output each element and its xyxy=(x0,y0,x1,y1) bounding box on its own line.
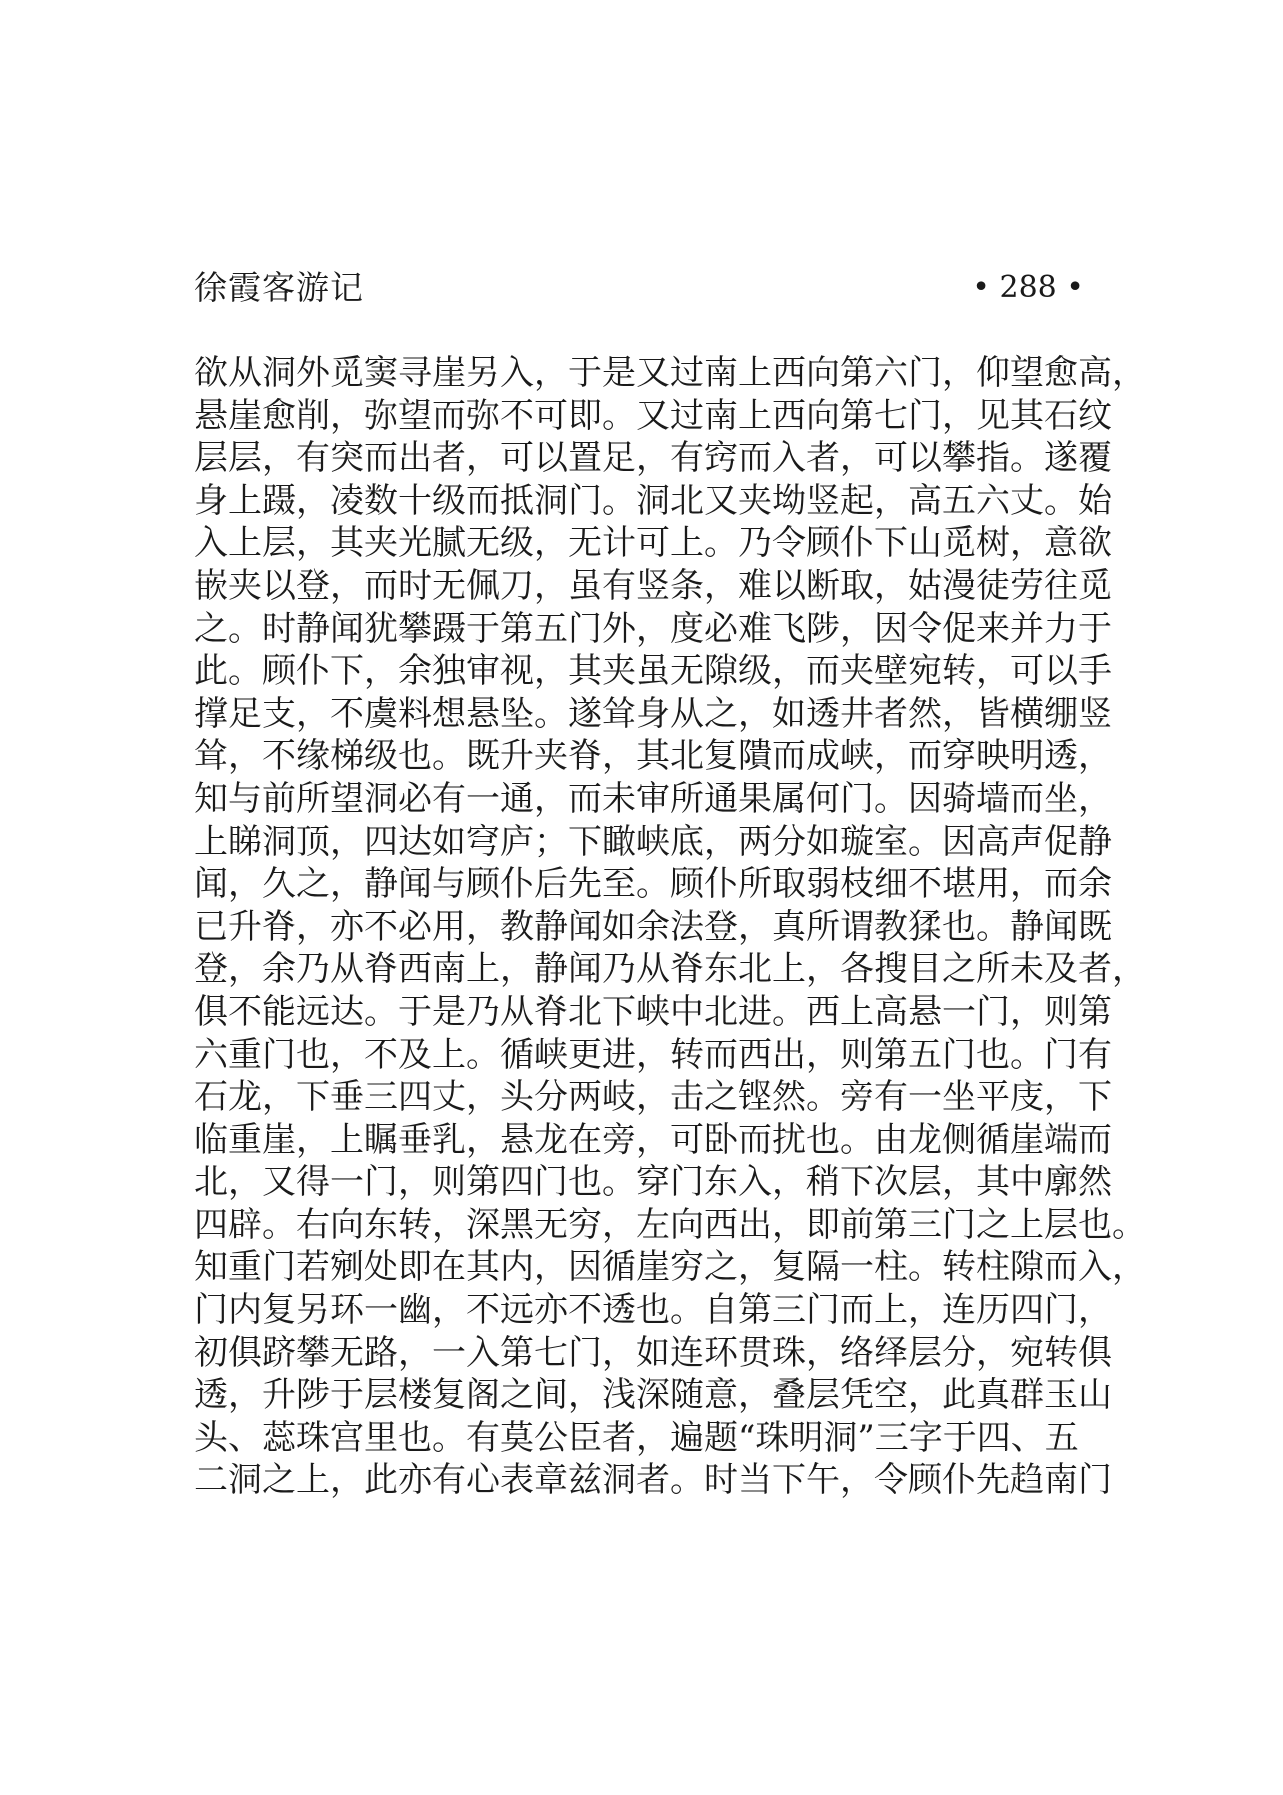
text-line: 头、蕊珠宫里也。有莫公臣者，遍题“珠明洞”三字于四、五 xyxy=(194,1417,1079,1458)
text-line: 层层，有突而出者，可以置足，有窍而入者，可以攀指。遂覆 xyxy=(194,438,1112,479)
text-line: 二洞之上，此亦有心表章兹洞者。时当下午，令顾仆先趋南门 xyxy=(194,1460,1112,1501)
text-line: 之。时静闻犹攀蹑于第五门外，度必难飞陟，因令促来并力于 xyxy=(194,608,1112,649)
page-header xyxy=(194,268,1084,308)
text-line: 登，余乃从脊西南上，静闻乃从脊东北上，各搜目之所未及者， xyxy=(194,949,1146,990)
text-line: 撑足支，不虞料想悬坠。遂耸身从之，如透井者然，皆横绷竖 xyxy=(194,693,1112,734)
text-line: 悬崖愈削，弥望而弥不可即。又过南上西向第七门，见其石纹 xyxy=(194,395,1112,436)
text-line: 俱不能远达。于是乃从脊北下峡中北进。西上高悬一门，则第 xyxy=(194,991,1112,1032)
text-line: 石龙，下垂三四丈，头分两岐，击之铿然。旁有一坐平庋，下 xyxy=(194,1077,1112,1118)
text-line: 透，升陟于层楼复阁之间，浅深随意，叠层凭空，此真群玉山 xyxy=(194,1375,1112,1416)
text-line: 已升脊，亦不必用，教静闻如余法登，真所谓教猱也。静闻既 xyxy=(194,906,1112,947)
text-line: 门内复另环一幽，不远亦不透也。自第三门而上，连历四门， xyxy=(194,1290,1112,1331)
text-line: 闻，久之，静闻与顾仆后先至。顾仆所取弱枝细不堪用，而余 xyxy=(194,864,1112,905)
text-line: 嵌夹以登，而时无佩刀，虽有竖条，难以断取，姑漫徒劳往觅 xyxy=(194,565,1112,606)
text-line: 身上蹑，凌数十级而抵洞门。洞北又夹坳竖起，高五六丈。始 xyxy=(194,480,1112,521)
text-line: 此。顾仆下，余独审视，其夹虽无隙级，而夹壁宛转，可以手 xyxy=(194,651,1112,692)
book-title: 徐霞客游记 xyxy=(194,268,364,307)
text-line: 欲从洞外觅窦寻崖另入，于是又过南上西向第六门，仰望愈高， xyxy=(194,353,1146,393)
text-line: 知重门若剜处即在其内，因循崖穷之，复隔一柱。转柱隙而入， xyxy=(194,1247,1146,1288)
text-line: 耸，不缘梯级也。既升夹脊，其北复隤而成峡，而穿映明透， xyxy=(194,736,1112,777)
text-line: 初俱跻攀无路，一入第七门，如连环贯珠，络绎层分，宛转俱 xyxy=(194,1332,1112,1373)
text-line: 北，又得一门，则第四门也。穿门东入，稍下次层，其中廓然 xyxy=(194,1162,1112,1203)
body-text xyxy=(194,352,1146,1502)
text-line: 临重崖，上瞩垂乳，悬龙在旁，可卧而扰也。由龙侧循崖端而 xyxy=(194,1119,1112,1160)
page-number: • 288 • xyxy=(972,270,1084,305)
text-line: 四辟。右向东转，深黑无穷，左向西出，即前第三门之上层也。 xyxy=(194,1204,1146,1245)
text-line: 上睇洞顶，四达如穹庐；下瞰峡底，两分如璇室。因高声促静 xyxy=(194,821,1112,862)
text-line: 知与前所望洞必有一通，而未审所通果属何门。因骑墙而坐， xyxy=(194,778,1112,819)
text-line: 六重门也，不及上。循峡更进，转而西出，则第五门也。门有 xyxy=(194,1034,1112,1075)
text-line: 入上层，其夹光腻无级，无计可上。乃令顾仆下山觅树，意欲 xyxy=(194,523,1112,564)
